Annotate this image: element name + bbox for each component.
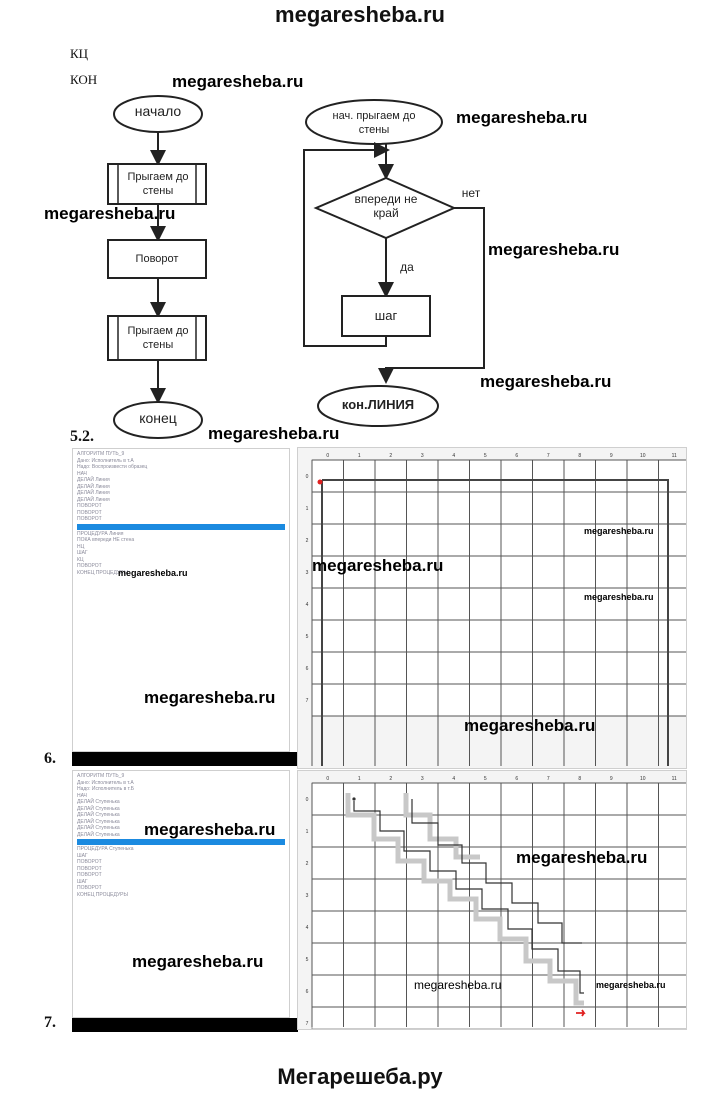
y-tick-label: 6	[305, 666, 309, 672]
code-line[interactable]: ШАГ	[77, 878, 88, 885]
task-label-7: 7.	[44, 1014, 56, 1031]
fc-left-step3-label: Прыгаем до стены	[127, 325, 189, 351]
code-line[interactable]: ПОВОРОТ	[77, 516, 102, 522]
watermark: megaresheba.ru	[414, 978, 502, 992]
x-tick-label: 3	[420, 453, 424, 459]
y-tick-label: 6	[305, 989, 309, 995]
x-tick-label: 2	[389, 453, 393, 459]
x-tick-label: 4	[452, 776, 456, 782]
watermark: megaresheba.ru	[132, 952, 264, 971]
x-tick-label: 0	[326, 453, 330, 459]
code-line[interactable]: ДЕЛАЙ Линия	[77, 496, 110, 503]
x-tick-label: 1	[357, 453, 361, 459]
code-line[interactable]: КОНЕЦ ПРОЦЕДУРЫ	[77, 569, 128, 576]
task-label-6: 6.	[44, 750, 56, 767]
code-line[interactable]: ПОВОРОТ	[77, 563, 102, 569]
code-line[interactable]: НАЧ	[77, 470, 87, 477]
code-line[interactable]: ДЕЛАЙ Ступенька	[77, 825, 120, 831]
watermark: megaresheba.ru	[488, 240, 620, 259]
x-tick-label: 2	[389, 776, 393, 782]
code-line[interactable]: ШАГ	[77, 852, 88, 859]
code-line[interactable]: АЛГОРИТМ ПУТЬ_9	[77, 451, 125, 457]
code-line[interactable]: АЛГОРИТМ ПУТЬ_9	[77, 773, 125, 779]
fc-left-start-label: начало	[134, 103, 182, 119]
y-tick-label: 5	[305, 957, 309, 963]
code-line[interactable]: Надо: Исполнитель в т.Б	[77, 786, 135, 792]
code-line[interactable]: ДЕЛАЙ Ступенька	[77, 831, 120, 838]
code-line[interactable]: ДЕЛАЙ Линия	[77, 477, 110, 483]
x-tick-label: 10	[639, 453, 646, 459]
y-tick-label: 2	[305, 861, 309, 867]
code-line-selected[interactable]	[77, 524, 285, 530]
x-tick-label: 5	[483, 453, 487, 459]
editor-bar-7	[72, 1018, 298, 1032]
task-label-5-2: 5.2.	[70, 428, 94, 445]
y-tick-label: 0	[305, 797, 309, 803]
code-line[interactable]: ПОКА впереди НЕ стена	[77, 537, 135, 543]
x-tick-label: 7	[546, 776, 550, 782]
watermark: megaresheba.ru	[456, 108, 588, 127]
x-tick-label: 5	[483, 776, 487, 782]
watermark: megaresheba.ru	[596, 980, 666, 990]
y-tick-label: 4	[305, 602, 309, 608]
watermark: megaresheba.ru	[516, 848, 648, 867]
y-tick-label: 3	[305, 893, 309, 899]
code-line[interactable]: Дано: Исполнитель в т.А	[77, 779, 134, 786]
x-tick-label: 1	[357, 776, 361, 782]
code-line[interactable]: ПРОЦЕДУРА Ступенька	[77, 846, 134, 852]
code-line[interactable]: ДЕЛАЙ Ступенька	[77, 818, 120, 825]
fc-right-action-label: шаг	[374, 308, 398, 323]
executor-icon	[318, 480, 323, 485]
x-tick-label: 4	[452, 453, 456, 459]
watermark: megaresheba.ru	[144, 820, 276, 839]
y-tick-label: 1	[305, 506, 309, 512]
x-tick-label: 6	[515, 453, 519, 459]
fc-right-end-label: кон.ЛИНИЯ	[341, 397, 415, 412]
code-line[interactable]: ДЕЛАЙ Ступенька	[77, 812, 120, 818]
y-tick-label: 7	[305, 698, 309, 704]
code-line[interactable]: ДЕЛАЙ Ступенька	[77, 805, 120, 812]
code-line[interactable]: ПРОЦЕДУРА Линия	[77, 530, 124, 537]
code-line[interactable]: ДЕЛАЙ Линия	[77, 490, 110, 496]
watermark: megaresheba.ru	[118, 568, 188, 578]
y-tick-label: 0	[305, 474, 309, 480]
site-footer[interactable]: Мегарешеба.ру	[277, 1064, 443, 1089]
x-tick-label: 9	[609, 776, 613, 782]
x-tick-label: 8	[578, 453, 582, 459]
code-line-kc: КЦ	[70, 46, 89, 61]
code-line[interactable]: КОНЕЦ ПРОЦЕДУРЫ	[77, 891, 128, 898]
watermark: megaresheba.ru	[312, 556, 444, 575]
code-line[interactable]: КЦ	[77, 556, 84, 563]
fc-right-yes-label: да	[400, 260, 414, 274]
watermark: megaresheba.ru	[208, 424, 340, 443]
code-line[interactable]: ПОВОРОТ	[77, 859, 102, 865]
code-line[interactable]: ШАГ	[77, 550, 88, 556]
x-tick-label: 11	[671, 453, 677, 459]
fc-right-no-label: нет	[461, 186, 481, 200]
code-line[interactable]: ПОВОРОТ	[77, 872, 102, 878]
x-tick-label: 7	[546, 453, 550, 459]
x-tick-label: 6	[515, 776, 519, 782]
editor-bar-6	[72, 752, 298, 766]
x-tick-label: 8	[578, 776, 582, 782]
watermark: megaresheba.ru	[172, 72, 304, 91]
code-line[interactable]: Дано: Исполнитель в т.А	[77, 457, 134, 464]
y-tick-label: 2	[305, 538, 309, 544]
watermark: megaresheba.ru	[44, 204, 176, 223]
x-tick-label: 11	[671, 776, 677, 782]
code-line[interactable]: ДЕЛАЙ Линия	[77, 483, 110, 490]
x-tick-label: 9	[609, 453, 613, 459]
site-header[interactable]: megaresheba.ru	[275, 2, 445, 27]
code-line[interactable]: ПОВОРОТ	[77, 885, 102, 891]
watermark: megaresheba.ru	[584, 592, 654, 602]
code-line[interactable]: Надо: Воспроизвести образец	[77, 464, 148, 470]
watermark: megaresheba.ru	[144, 688, 276, 707]
watermark: megaresheba.ru	[464, 716, 596, 735]
code-editor-7[interactable]	[72, 770, 290, 1018]
code-line[interactable]: ПОВОРОТ	[77, 503, 102, 509]
watermark: megaresheba.ru	[584, 526, 654, 536]
code-line[interactable]: ПОВОРОТ	[77, 509, 102, 516]
grid-background	[312, 783, 686, 1029]
y-tick-label: 3	[305, 570, 309, 576]
start-point-icon	[352, 797, 355, 800]
code-line-kon: КОН	[70, 72, 98, 87]
x-tick-label: 10	[639, 776, 646, 782]
fc-right-start-label: нач. прыгаем до стены	[332, 110, 416, 136]
code-line[interactable]: НЦ	[77, 543, 85, 550]
fc-right-condition-label: впереди не край	[354, 192, 418, 220]
code-line[interactable]: НАЧ	[77, 792, 87, 799]
code-line[interactable]: ПОВОРОТ	[77, 865, 102, 872]
y-tick-label: 1	[305, 829, 309, 835]
x-tick-label: 3	[420, 776, 424, 782]
y-tick-label: 7	[305, 1021, 309, 1027]
y-tick-label: 5	[305, 634, 309, 640]
fc-left-step1-label: Прыгаем до стены	[127, 171, 189, 197]
fc-left-end-label: конец	[139, 410, 177, 426]
watermark: megaresheba.ru	[480, 372, 612, 391]
y-tick-label: 4	[305, 925, 309, 931]
code-line[interactable]: ДЕЛАЙ Ступенька	[77, 799, 120, 805]
x-tick-label: 0	[326, 776, 330, 782]
fc-left-step2-label: Поворот	[135, 253, 179, 265]
